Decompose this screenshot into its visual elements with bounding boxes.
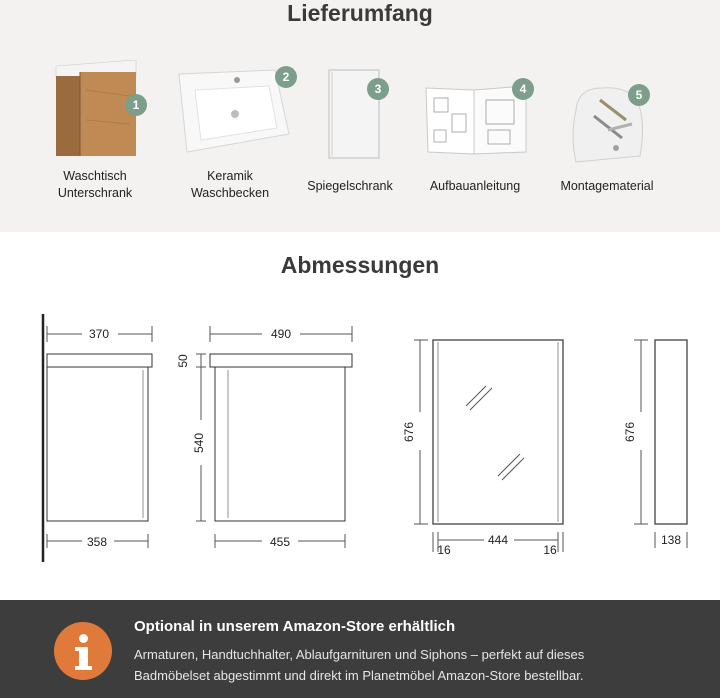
manual-image [410,60,540,168]
item-badge: 5 [628,84,650,106]
cabinet-front-view [176,326,352,549]
dim-mirror-side-height: 676 [623,421,637,443]
mirror-front-view [402,340,563,557]
item-badge: 4 [512,78,534,100]
cabinet-image [30,60,160,168]
mounting-bag-image [542,60,672,168]
dim-front-body-height: 540 [192,432,206,454]
dimension-drawings [0,300,720,570]
item-label-line2: Waschbecken [190,186,270,200]
item-label-line1: Spiegelschrank [307,179,393,193]
info-text-line1: Armaturen, Handtuchhalter, Ablaufgarnituren und Siphons – perfekt auf dieses [134,647,585,662]
info-text [134,644,694,686]
info-text-line2: Badmöbelset abgestimmt und direkt im Planetmöbel Amazon-Store bestellbar. [134,668,584,683]
info-title: Optional in unserem Amazon-Store erhältlich [134,618,456,635]
mirror-side-view [623,340,687,548]
contents-item-mirror-cabinet [285,60,415,195]
dim-mirror-height: 676 [402,421,416,443]
dim-side-bottom-depth: 358 [86,535,108,549]
item-badge: 2 [275,66,297,88]
item-badge: 3 [367,78,389,100]
info-icon [54,622,112,680]
item-label-line2: Unterschrank [57,186,133,200]
item-label-line1: Waschtisch [63,169,127,183]
contents-item-mounting [542,60,672,195]
dim-mirror-left-frame: 16 [437,543,451,557]
dimensions-title: Abmessungen [280,252,440,278]
item-label-line1: Aufbauanleitung [429,179,521,193]
dim-mirror-right-frame: 16 [543,543,557,557]
dim-front-bottom-width: 455 [269,535,291,549]
contents-item-basin [165,60,295,202]
contents-item-cabinet [30,60,160,202]
mirror-cabinet-image [285,60,415,168]
dim-front-top-width: 490 [270,327,292,341]
dim-side-top-depth: 370 [88,327,110,341]
contents-item-manual [410,60,540,195]
dim-mirror-depth: 138 [660,533,682,547]
dim-mirror-inner-width: 444 [487,533,509,547]
item-badge: 1 [125,94,147,116]
item-label-line1: Keramik [207,169,253,183]
item-label-line1: Montagematerial [560,179,654,193]
basin-image [165,60,295,168]
contents-title: Lieferumfang [287,0,433,26]
contents-section [0,0,720,232]
dim-front-top-height: 50 [176,354,190,368]
cabinet-side-view [43,314,152,562]
info-bar [0,600,720,698]
